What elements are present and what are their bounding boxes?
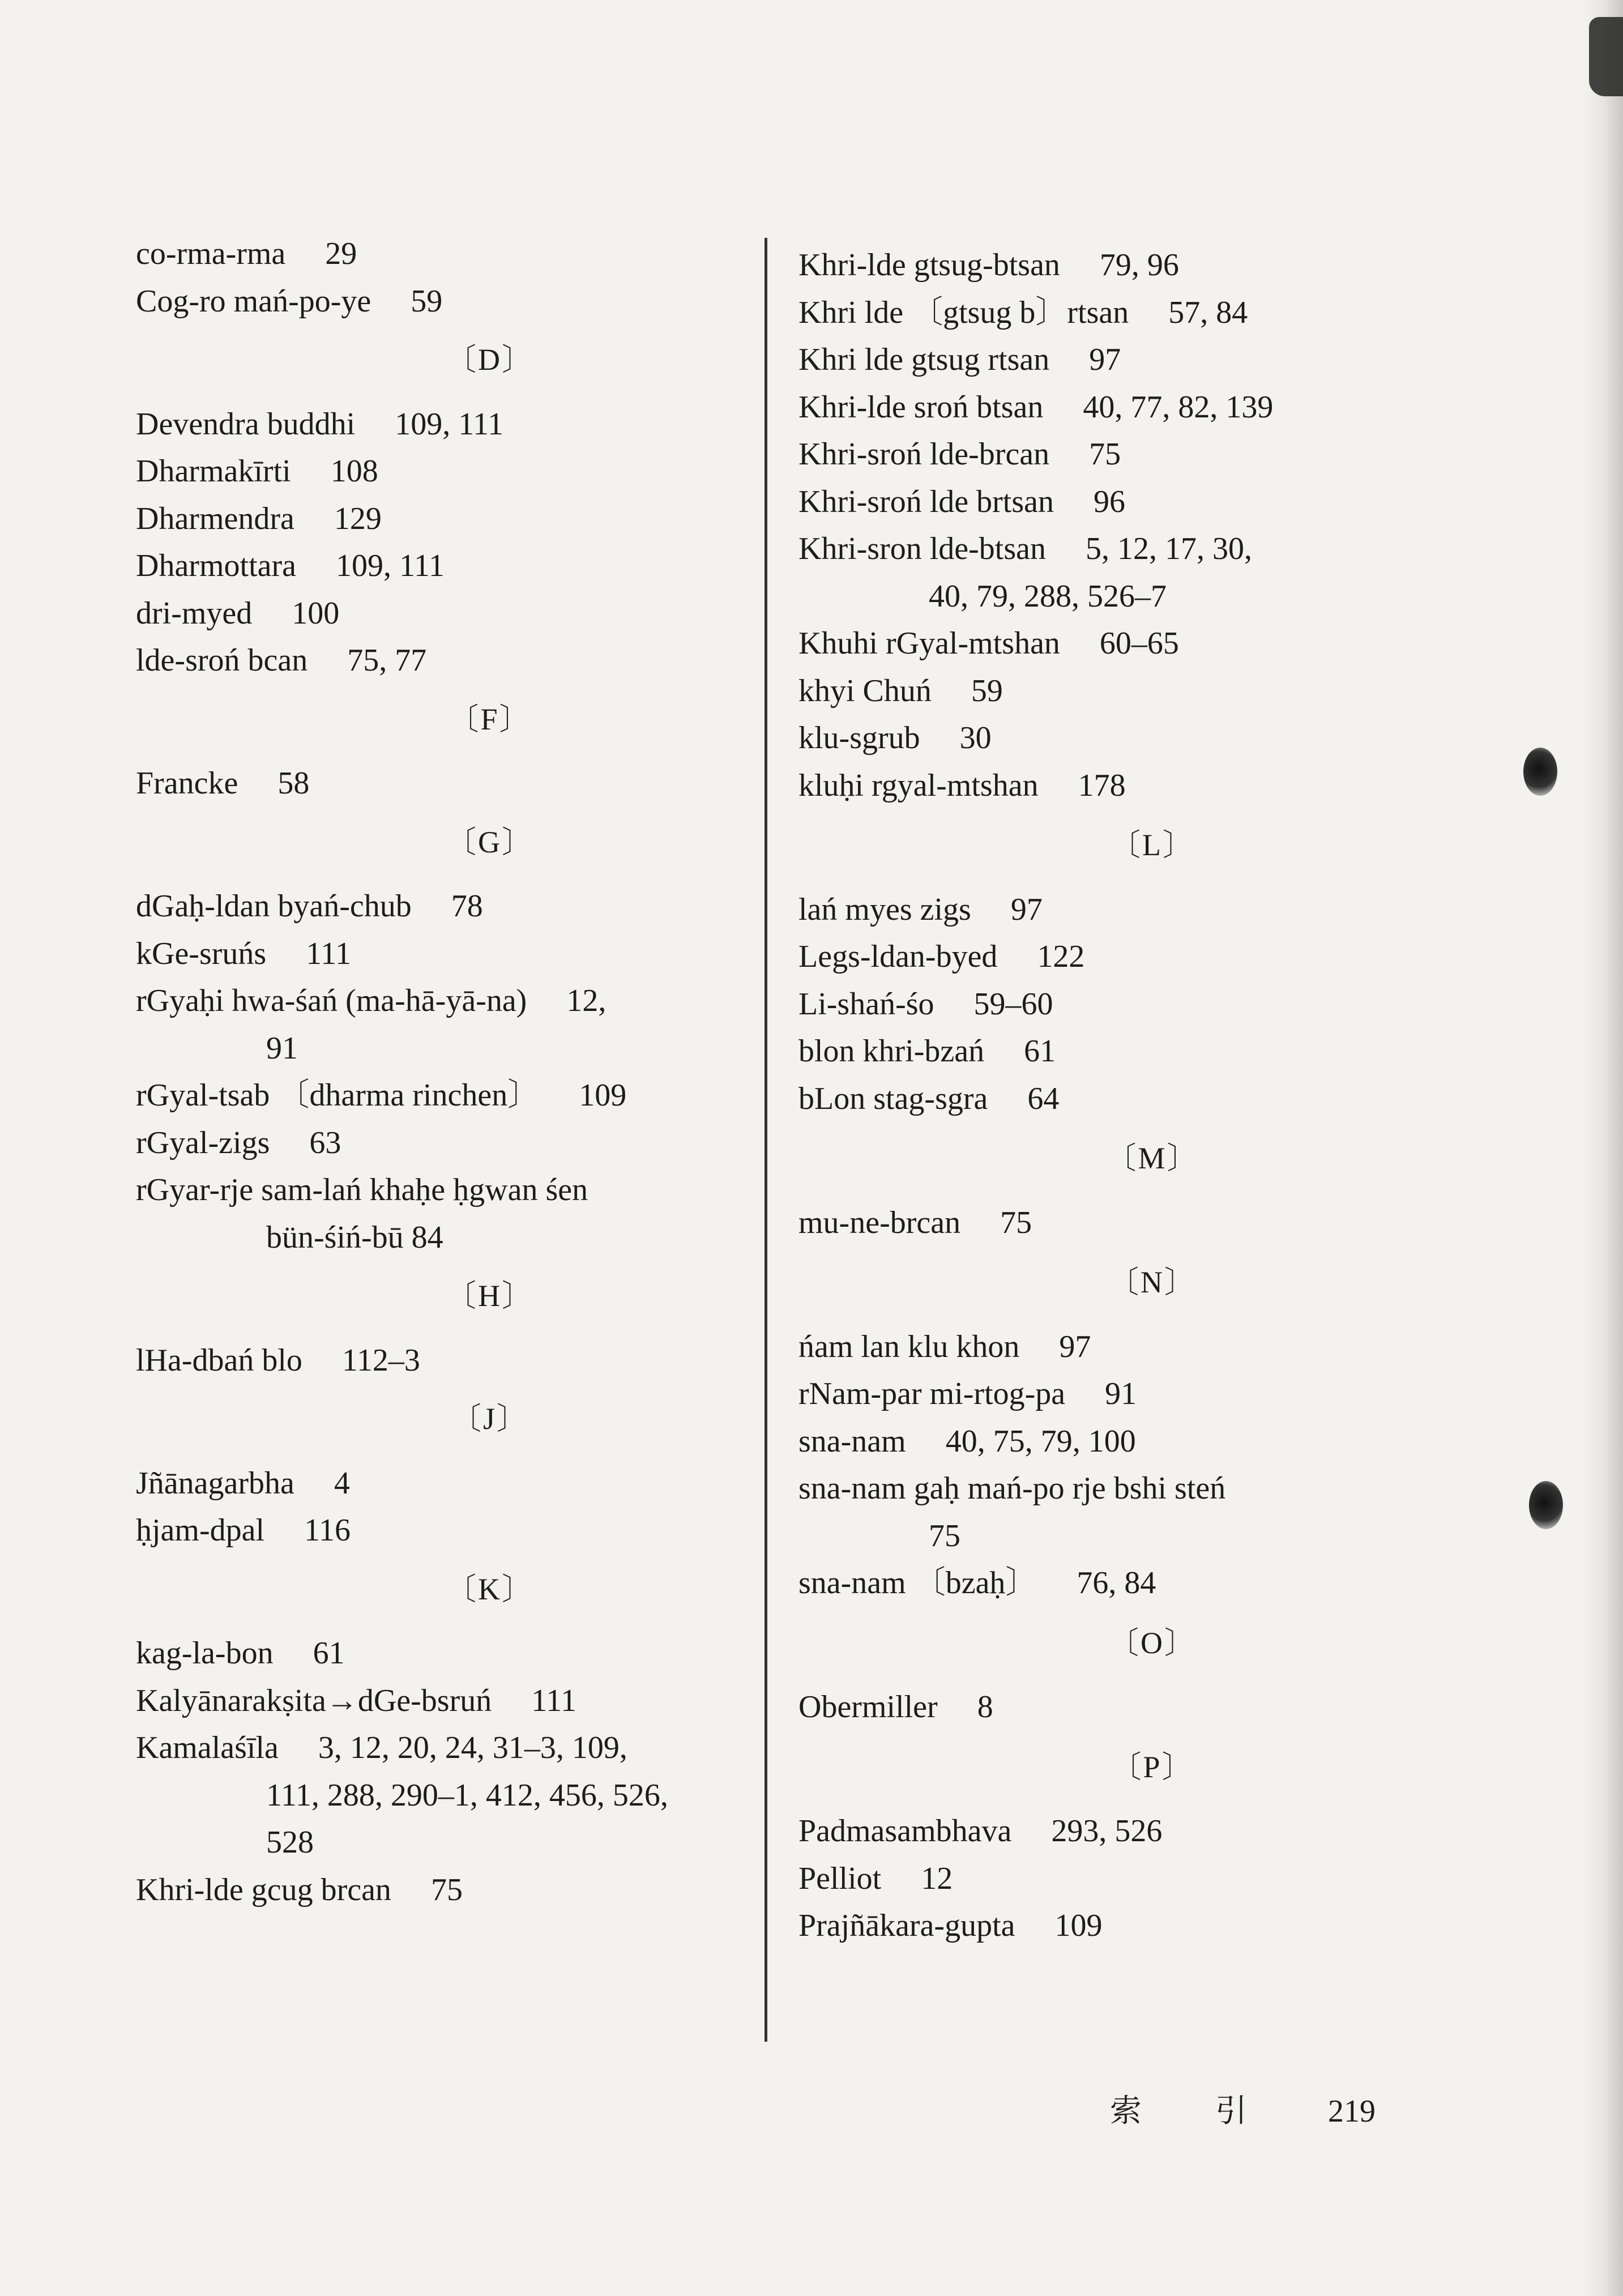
index-entry <box>798 244 1506 287</box>
entry-pages: 4 <box>334 1465 350 1501</box>
entry-continuation: 75 <box>929 1518 960 1554</box>
index-entry <box>136 1509 844 1552</box>
entry-term: rGyal-tsab 〔dharma rinchen〕 <box>136 1078 540 1113</box>
punch-hole <box>1529 1481 1563 1529</box>
index-entry <box>798 1325 1506 1368</box>
index-entry <box>798 888 1506 931</box>
index-entry <box>798 386 1506 429</box>
entry-term: Cog-ro mań-po-ye <box>136 283 371 319</box>
index-entry <box>136 932 844 975</box>
index-entry <box>798 1467 1506 1510</box>
entry-continuation: 40, 79, 288, 526–7 <box>929 578 1167 614</box>
index-entry <box>798 1857 1506 1900</box>
entry-pages: 100 <box>292 595 340 631</box>
entry-term: Khri lde gtsug rtsan <box>798 342 1050 377</box>
entry-pages: 293, 526 <box>1051 1813 1163 1849</box>
letter-heading: 〔H〕 <box>446 1279 534 1313</box>
entry-term: kluḥi rgyal-mtshan <box>798 767 1039 803</box>
entry-pages: 57, 84 <box>1168 295 1248 330</box>
entry-pages: 59 <box>971 673 1003 709</box>
index-entry <box>136 1339 844 1382</box>
entry-pages: 109 <box>1054 1908 1103 1943</box>
entry-term: dri-myed <box>136 595 253 631</box>
entry-pages: 40, 75, 79, 100 <box>945 1423 1136 1459</box>
entry-term: lań myes zigs <box>798 891 971 927</box>
index-entry <box>136 1121 844 1164</box>
scan-corner-mark <box>1589 17 1623 96</box>
binding-edge-shadow <box>1583 0 1623 2296</box>
footer-section-title: 索引 <box>1110 2094 1321 2129</box>
index-entry <box>798 716 1506 759</box>
entry-term: co-rma-rma <box>136 236 286 271</box>
letter-heading: 〔D〕 <box>446 343 534 377</box>
entry-term: Jñānagarbha <box>136 1465 294 1501</box>
entry-term: Khuhi rGyal-mtshan <box>798 626 1060 661</box>
entry-pages: 59–60 <box>973 986 1053 1022</box>
entry-pages: 75 <box>1089 437 1121 472</box>
entry-term: ḥjam-dpal <box>136 1513 265 1548</box>
index-entry <box>798 1372 1506 1415</box>
entry-term: Pelliot <box>798 1860 882 1896</box>
entry-pages: 108 <box>330 454 378 489</box>
entry-term: Francke <box>136 766 238 801</box>
entry-continuation: bün-śiń-bū 84 <box>266 1219 443 1255</box>
entry-pages: 60–65 <box>1099 626 1179 661</box>
letter-heading: 〔P〕 <box>1111 1749 1194 1784</box>
entry-pages: 58 <box>277 766 310 801</box>
entry-term: sna-nam <box>798 1423 906 1459</box>
letter-heading: 〔O〕 <box>1108 1625 1197 1660</box>
index-entry <box>798 1030 1506 1073</box>
entry-pages: 78 <box>451 889 483 924</box>
letter-heading: 〔K〕 <box>446 1572 534 1606</box>
entry-term: rGyaḥi hwa-śań (ma-hā-yā-na) <box>136 983 527 1018</box>
entry-pages: 63 <box>309 1125 341 1160</box>
entry-pages: 12, <box>566 983 607 1018</box>
index-entry <box>798 433 1506 476</box>
letter-heading: 〔L〕 <box>1110 828 1195 862</box>
entry-pages: 178 <box>1078 767 1126 803</box>
entry-term: ńam lan klu khon <box>798 1329 1020 1364</box>
entry-pages: 122 <box>1037 939 1085 974</box>
entry-pages: 112–3 <box>341 1342 420 1378</box>
entry-pages: 40, 77, 82, 139 <box>1083 389 1274 425</box>
index-entry <box>798 764 1506 807</box>
letter-heading: 〔F〕 <box>448 702 532 736</box>
index-entry <box>136 639 844 682</box>
entry-continuation: 111, 288, 290–1, 412, 456, 526, <box>266 1777 668 1813</box>
entry-term: Khri lde 〔gtsug b〕rtsan <box>798 295 1129 330</box>
entry-term: Padmasambhava <box>798 1813 1012 1849</box>
entry-term: kGe-sruńs <box>136 936 267 971</box>
letter-heading: 〔N〕 <box>1108 1265 1197 1299</box>
letter-heading: 〔G〕 <box>446 825 534 859</box>
index-entry <box>798 622 1506 665</box>
entry-term: Obermiller <box>798 1689 938 1725</box>
index-entry <box>798 338 1506 381</box>
page-number: 219 <box>1328 2094 1376 2129</box>
index-entry <box>136 1726 844 1769</box>
letter-heading: 〔M〕 <box>1105 1141 1199 1175</box>
entry-pages: 96 <box>1094 484 1126 519</box>
entry-pages: 97 <box>1089 342 1121 377</box>
entry-term: Khri-lde gcug brcan <box>136 1872 391 1907</box>
entry-term: Khri-sron lde-btsan <box>798 531 1047 566</box>
entry-pages: 64 <box>1027 1081 1060 1116</box>
entry-term: mu-ne-brcan <box>798 1205 961 1240</box>
entry-pages: 116 <box>304 1513 351 1548</box>
entry-term: khyi Chuń <box>798 673 932 709</box>
entry-term: lde-sroń bcan <box>136 643 308 678</box>
index-entry <box>136 1462 844 1505</box>
column-divider <box>764 238 767 2042</box>
entry-pages: 75 <box>430 1872 463 1907</box>
entry-term: blon khri-bzań <box>798 1034 985 1069</box>
entry-continuation: 91 <box>266 1030 298 1066</box>
entry-term: Dharmendra <box>136 501 294 536</box>
entry-term: dGaḥ-ldan byań-chub <box>136 889 412 924</box>
entry-pages: 75 <box>1000 1205 1032 1240</box>
index-entry <box>798 527 1506 570</box>
entry-term: Dharmottara <box>136 548 296 583</box>
index-entry <box>798 291 1506 334</box>
entry-term: Khri-lde sroń btsan <box>798 389 1044 425</box>
entry-term: Khri-sroń lde-brcan <box>798 437 1050 472</box>
index-entry <box>136 762 844 805</box>
entry-term: Kalyānarakṣita→dGe-bsruń <box>136 1683 492 1718</box>
entry-pages: 75, 77 <box>347 643 427 678</box>
entry-term: lHa-dbań blo <box>136 1342 302 1378</box>
entry-pages: 109, 111 <box>335 548 445 583</box>
index-entry <box>798 1420 1506 1463</box>
entry-pages: 61 <box>1024 1034 1056 1069</box>
entry-pages: 61 <box>313 1636 345 1671</box>
entry-pages: 109 <box>579 1078 627 1113</box>
entry-pages: 97 <box>1059 1329 1091 1364</box>
index-entry <box>798 1685 1506 1729</box>
entry-pages: 76, 84 <box>1077 1565 1156 1601</box>
index-entry <box>136 544 844 587</box>
index-entry <box>136 592 844 635</box>
index-entry <box>136 1632 844 1675</box>
entry-term: Devendra buddhi <box>136 406 356 442</box>
entry-term: rNam-par mi-rtog-pa <box>798 1376 1066 1411</box>
index-entry <box>136 1168 844 1211</box>
entry-term: kag-la-bon <box>136 1636 274 1671</box>
entry-term: Legs-ldan-byed <box>798 939 998 974</box>
index-entry <box>136 497 844 540</box>
entry-term: Khri-lde gtsug-btsan <box>798 247 1060 283</box>
index-entry <box>798 983 1506 1026</box>
index-entry <box>136 1868 844 1911</box>
entry-pages: 12 <box>921 1860 953 1896</box>
index-entry <box>136 232 844 275</box>
entry-pages: 111 <box>531 1683 577 1718</box>
entry-pages: 97 <box>1010 891 1043 927</box>
entry-term: bLon stag-sgra <box>798 1081 988 1116</box>
entry-term: rGyal-zigs <box>136 1125 270 1160</box>
index-entry <box>136 1679 844 1722</box>
entry-pages: 5, 12, 17, 30, <box>1086 531 1253 566</box>
index-entry <box>136 280 844 323</box>
entry-term: sna-nam 〔bzaḥ〕 <box>798 1565 1037 1601</box>
entry-pages: 129 <box>334 501 382 536</box>
entry-continuation: 528 <box>266 1825 314 1860</box>
index-entry <box>136 450 844 493</box>
index-entry <box>798 1201 1506 1244</box>
entry-pages: 59 <box>411 283 443 319</box>
entry-term: Kamalaśīla <box>136 1730 279 1765</box>
index-entry <box>136 1074 844 1117</box>
entry-pages: 8 <box>977 1689 993 1725</box>
entry-pages: 30 <box>959 720 992 756</box>
entry-term: Dharmakīrti <box>136 454 291 489</box>
letter-heading: 〔J〕 <box>450 1402 529 1436</box>
entry-pages: 109, 111 <box>395 406 504 442</box>
index-entry <box>136 885 844 928</box>
index-entry <box>798 1904 1506 1947</box>
index-entry <box>798 1077 1506 1120</box>
index-entry <box>798 935 1506 978</box>
entry-term: Khri-sroń lde brtsan <box>798 484 1054 519</box>
index-entry <box>798 480 1506 523</box>
entry-pages: 3, 12, 20, 24, 31–3, 109, <box>318 1730 627 1765</box>
entry-pages: 91 <box>1105 1376 1137 1411</box>
entry-term: klu-sgrub <box>798 720 920 756</box>
index-entry <box>136 403 844 446</box>
punch-hole <box>1523 748 1557 796</box>
entry-term: Li-shań-śo <box>798 986 934 1022</box>
index-entry <box>136 979 844 1022</box>
entry-term: sna-nam gaḥ mań-po rje bshi steń <box>798 1471 1226 1506</box>
entry-term: Prajñākara-gupta <box>798 1908 1015 1943</box>
entry-pages: 111 <box>306 936 352 971</box>
index-entry <box>798 1810 1506 1853</box>
entry-term: rGyar-rje sam-lań khaḥe ḥgwan śen <box>136 1172 588 1207</box>
entry-pages: 29 <box>325 236 357 271</box>
index-entry <box>798 669 1506 712</box>
index-entry <box>798 1561 1506 1604</box>
entry-pages: 79, 96 <box>1099 247 1179 283</box>
